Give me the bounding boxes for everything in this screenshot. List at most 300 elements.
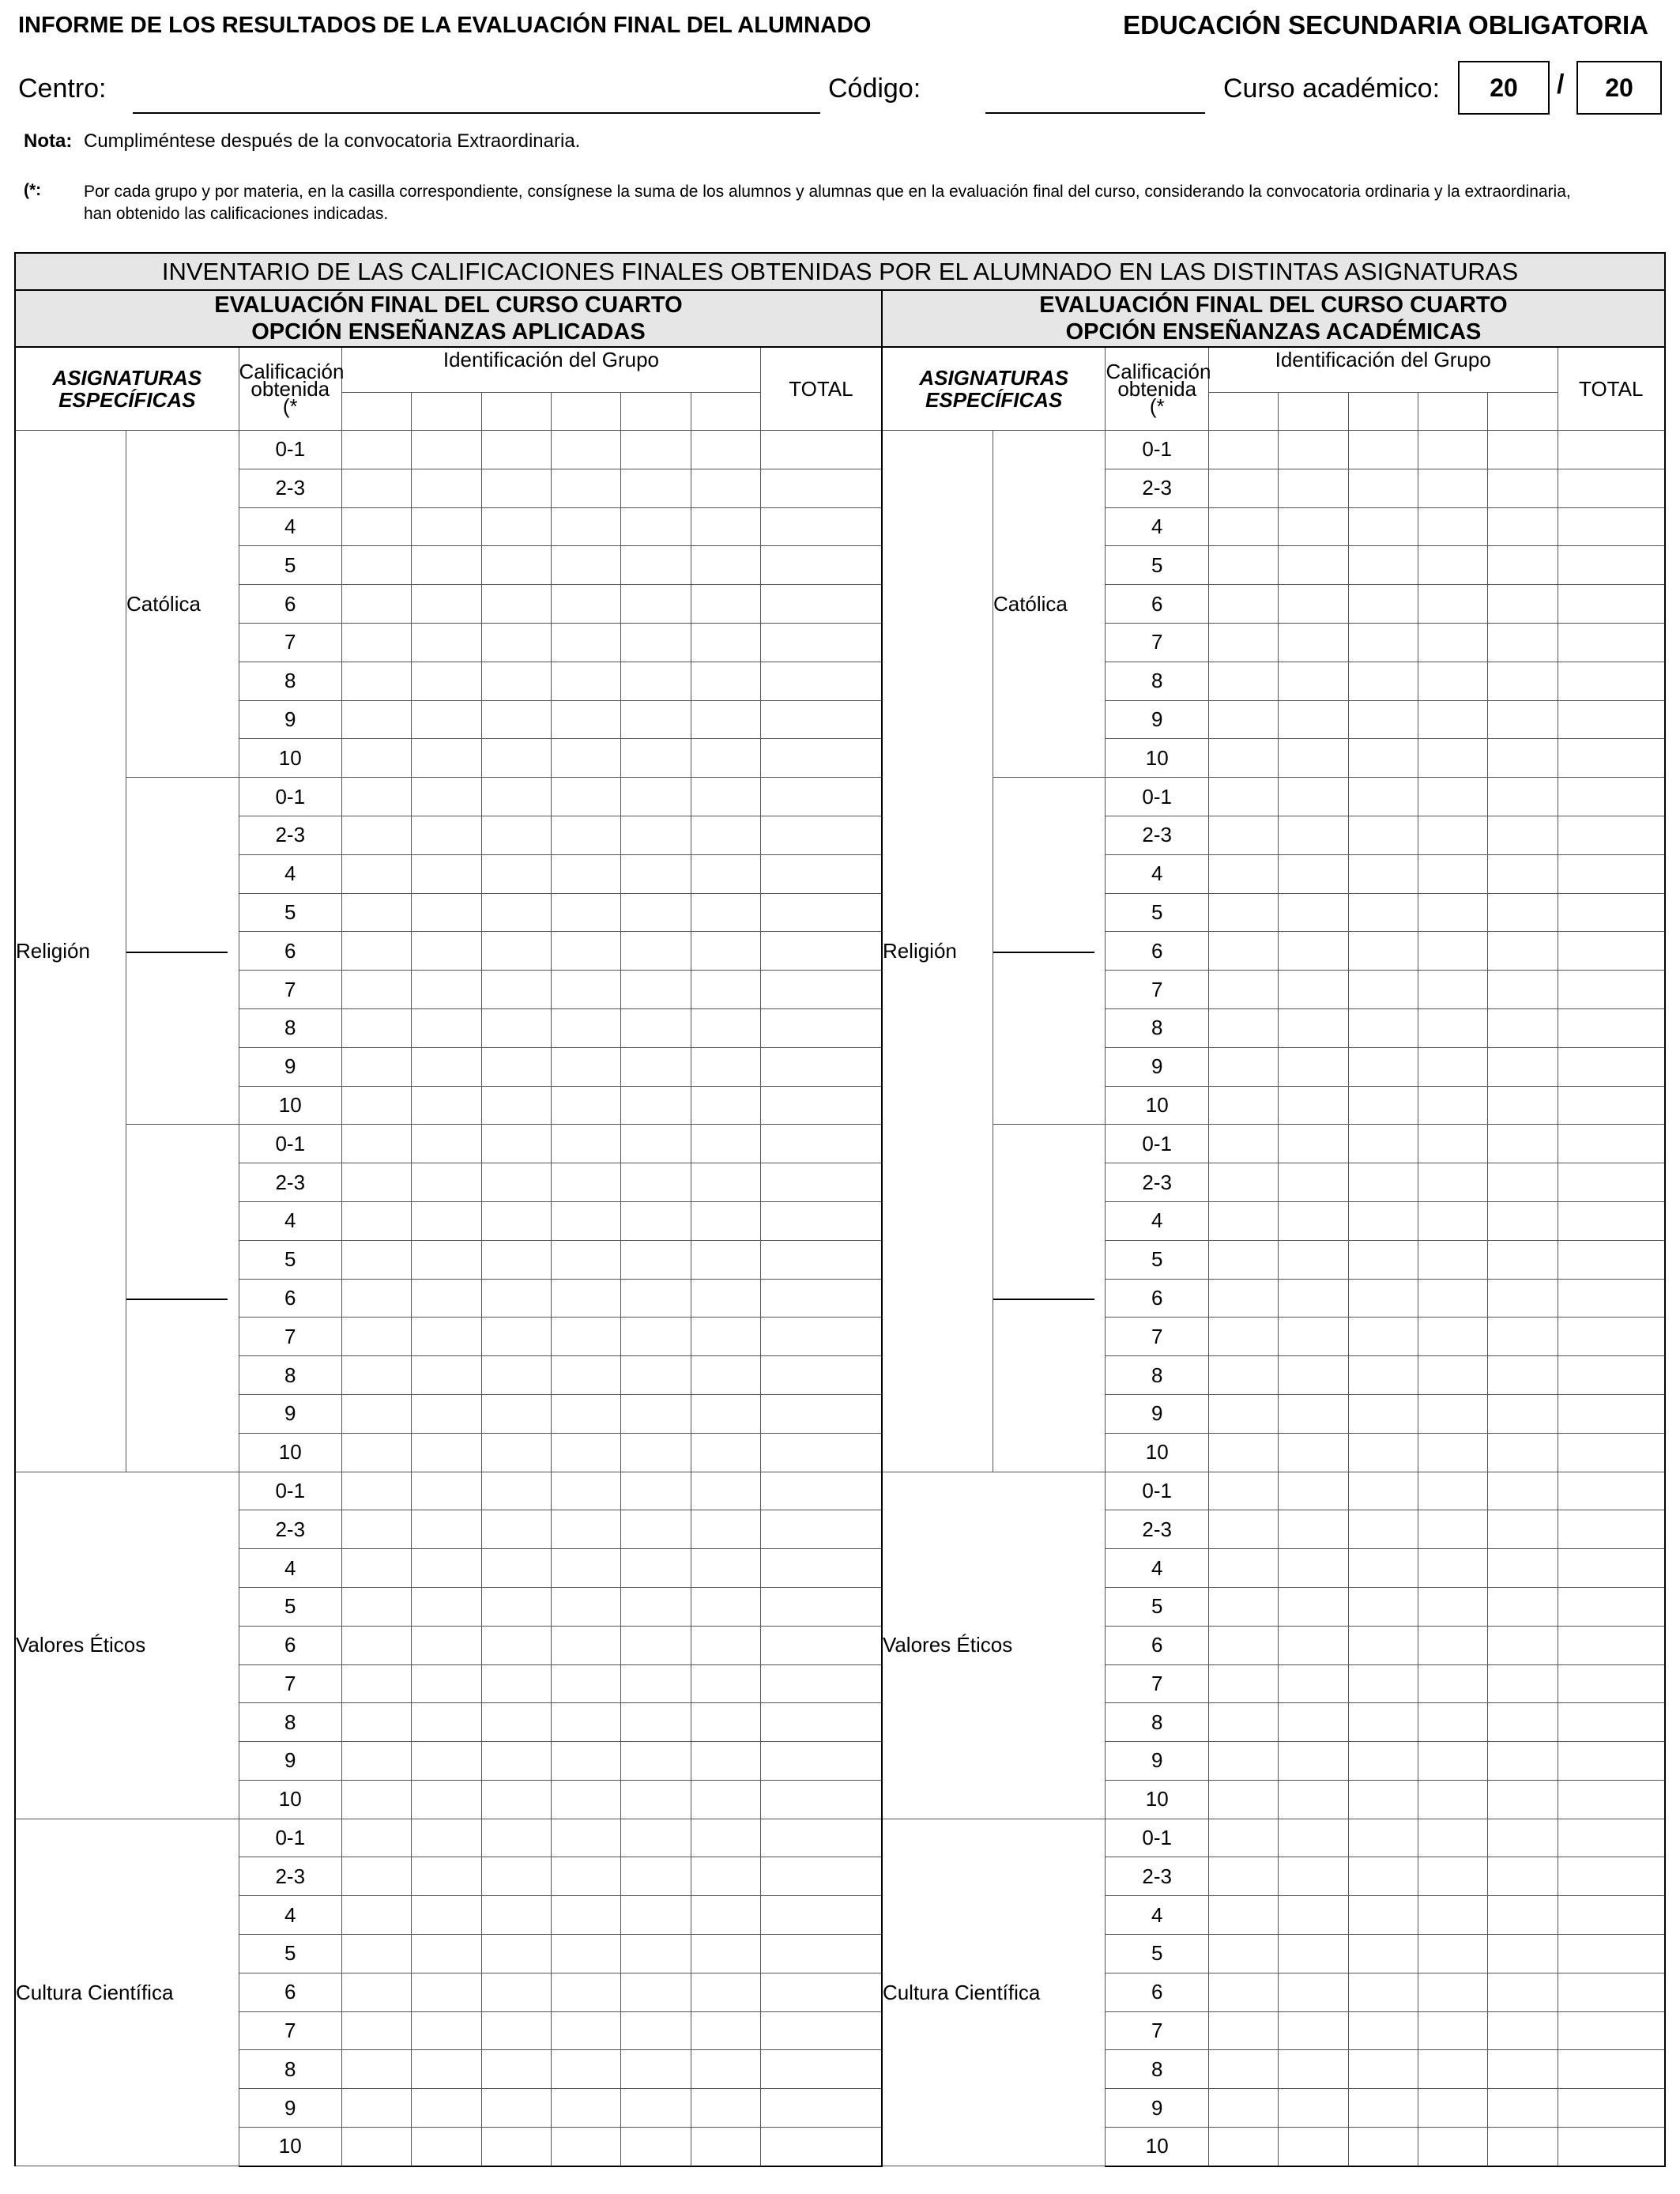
group-count-cell[interactable] <box>1488 2128 1558 2166</box>
group-count-cell[interactable] <box>481 1664 551 1703</box>
group-count-cell[interactable] <box>342 1472 412 1510</box>
group-count-cell[interactable] <box>621 2050 691 2089</box>
group-count-cell[interactable] <box>1418 1433 1487 1472</box>
group-count-cell[interactable] <box>1279 1279 1348 1318</box>
group-count-cell[interactable] <box>412 1703 481 1742</box>
group-count-cell[interactable] <box>412 1935 481 1973</box>
group-count-cell[interactable] <box>412 1433 481 1472</box>
group-count-cell[interactable] <box>481 1008 551 1047</box>
total-cell[interactable] <box>1558 2089 1665 2128</box>
group-id-cell[interactable] <box>1488 393 1558 431</box>
group-count-cell[interactable] <box>551 932 620 971</box>
group-count-cell[interactable] <box>621 662 691 700</box>
total-cell[interactable] <box>1558 1318 1665 1356</box>
group-count-cell[interactable] <box>342 739 412 778</box>
total-cell[interactable] <box>1558 1125 1665 1163</box>
total-cell[interactable] <box>760 1973 882 2011</box>
group-count-cell[interactable] <box>1348 1664 1418 1703</box>
group-count-cell[interactable] <box>342 662 412 700</box>
group-count-cell[interactable] <box>1279 1163 1348 1202</box>
group-count-cell[interactable] <box>621 623 691 662</box>
group-count-cell[interactable] <box>621 1086 691 1125</box>
total-cell[interactable] <box>1558 662 1665 700</box>
total-cell[interactable] <box>1558 1394 1665 1433</box>
group-count-cell[interactable] <box>1279 1819 1348 1857</box>
option-name-blank[interactable] <box>993 1299 1094 1300</box>
group-count-cell[interactable] <box>481 1433 551 1472</box>
group-count-cell[interactable] <box>621 854 691 893</box>
religion-option-right[interactable] <box>993 778 1106 1125</box>
group-count-cell[interactable] <box>1418 1935 1487 1973</box>
group-count-cell[interactable] <box>1348 431 1418 469</box>
group-count-cell[interactable] <box>1488 469 1558 507</box>
group-count-cell[interactable] <box>1488 507 1558 546</box>
group-count-cell[interactable] <box>1488 1163 1558 1202</box>
option-name-blank[interactable] <box>126 1299 228 1300</box>
group-count-cell[interactable] <box>342 585 412 624</box>
group-count-cell[interactable] <box>481 1201 551 1240</box>
total-cell[interactable] <box>760 1935 882 1973</box>
group-count-cell[interactable] <box>1208 2050 1278 2089</box>
group-count-cell[interactable] <box>1279 1780 1348 1819</box>
total-cell[interactable] <box>1558 431 1665 469</box>
group-id-cell[interactable] <box>412 393 481 431</box>
group-count-cell[interactable] <box>1348 739 1418 778</box>
group-count-cell[interactable] <box>412 700 481 739</box>
group-count-cell[interactable] <box>481 700 551 739</box>
group-count-cell[interactable] <box>1208 507 1278 546</box>
group-count-cell[interactable] <box>1488 1394 1558 1433</box>
group-count-cell[interactable] <box>691 2089 760 2128</box>
group-count-cell[interactable] <box>342 700 412 739</box>
group-count-cell[interactable] <box>412 1472 481 1510</box>
group-count-cell[interactable] <box>621 1549 691 1588</box>
group-count-cell[interactable] <box>1279 1472 1348 1510</box>
group-count-cell[interactable] <box>1208 1664 1278 1703</box>
group-count-cell[interactable] <box>1488 1318 1558 1356</box>
group-count-cell[interactable] <box>551 1742 620 1781</box>
group-count-cell[interactable] <box>481 623 551 662</box>
group-count-cell[interactable] <box>481 1356 551 1395</box>
total-cell[interactable] <box>760 2128 882 2166</box>
group-count-cell[interactable] <box>551 739 620 778</box>
group-count-cell[interactable] <box>1488 662 1558 700</box>
group-count-cell[interactable] <box>1418 1163 1487 1202</box>
group-count-cell[interactable] <box>481 2089 551 2128</box>
group-count-cell[interactable] <box>1279 739 1348 778</box>
group-count-cell[interactable] <box>1279 1240 1348 1279</box>
total-cell[interactable] <box>760 1896 882 1935</box>
group-count-cell[interactable] <box>481 739 551 778</box>
group-count-cell[interactable] <box>481 662 551 700</box>
total-cell[interactable] <box>760 1240 882 1279</box>
total-cell[interactable] <box>760 431 882 469</box>
group-count-cell[interactable] <box>691 932 760 971</box>
group-count-cell[interactable] <box>1348 1510 1418 1549</box>
group-count-cell[interactable] <box>412 1857 481 1896</box>
group-count-cell[interactable] <box>1208 1587 1278 1626</box>
total-cell[interactable] <box>1558 546 1665 585</box>
group-count-cell[interactable] <box>342 1086 412 1125</box>
group-count-cell[interactable] <box>1279 1896 1348 1935</box>
total-cell[interactable] <box>760 1163 882 1202</box>
group-count-cell[interactable] <box>1348 971 1418 1009</box>
group-count-cell[interactable] <box>1208 816 1278 854</box>
total-cell[interactable] <box>760 700 882 739</box>
group-count-cell[interactable] <box>1208 1240 1278 1279</box>
group-count-cell[interactable] <box>1488 585 1558 624</box>
group-count-cell[interactable] <box>412 854 481 893</box>
group-count-cell[interactable] <box>1348 623 1418 662</box>
group-count-cell[interactable] <box>1279 662 1348 700</box>
group-count-cell[interactable] <box>621 585 691 624</box>
total-cell[interactable] <box>1558 1008 1665 1047</box>
group-count-cell[interactable] <box>691 1047 760 1086</box>
group-count-cell[interactable] <box>1208 893 1278 932</box>
group-count-cell[interactable] <box>691 2128 760 2166</box>
group-count-cell[interactable] <box>1279 1549 1348 1588</box>
group-count-cell[interactable] <box>412 1510 481 1549</box>
group-count-cell[interactable] <box>1279 2128 1348 2166</box>
total-cell[interactable] <box>760 1318 882 1356</box>
group-count-cell[interactable] <box>1488 778 1558 816</box>
group-count-cell[interactable] <box>412 1125 481 1163</box>
group-count-cell[interactable] <box>1208 1819 1278 1857</box>
group-count-cell[interactable] <box>621 469 691 507</box>
group-count-cell[interactable] <box>481 1125 551 1163</box>
group-count-cell[interactable] <box>1418 585 1487 624</box>
group-count-cell[interactable] <box>1488 1549 1558 1588</box>
group-count-cell[interactable] <box>1208 1549 1278 1588</box>
group-count-cell[interactable] <box>1208 1472 1278 1510</box>
group-count-cell[interactable] <box>481 507 551 546</box>
group-count-cell[interactable] <box>691 1201 760 1240</box>
group-count-cell[interactable] <box>1279 1703 1348 1742</box>
group-count-cell[interactable] <box>342 1394 412 1433</box>
total-cell[interactable] <box>1558 1163 1665 1202</box>
total-cell[interactable] <box>760 623 882 662</box>
group-count-cell[interactable] <box>1348 1318 1418 1356</box>
group-count-cell[interactable] <box>1208 1780 1278 1819</box>
group-count-cell[interactable] <box>551 585 620 624</box>
group-count-cell[interactable] <box>621 1896 691 1935</box>
group-count-cell[interactable] <box>1208 1433 1278 1472</box>
total-cell[interactable] <box>760 469 882 507</box>
group-count-cell[interactable] <box>1418 1008 1487 1047</box>
group-count-cell[interactable] <box>551 623 620 662</box>
group-count-cell[interactable] <box>412 1008 481 1047</box>
group-count-cell[interactable] <box>1208 469 1278 507</box>
group-count-cell[interactable] <box>551 1125 620 1163</box>
group-count-cell[interactable] <box>1348 1742 1418 1781</box>
group-count-cell[interactable] <box>481 1819 551 1857</box>
group-count-cell[interactable] <box>621 893 691 932</box>
group-count-cell[interactable] <box>691 585 760 624</box>
group-count-cell[interactable] <box>412 2050 481 2089</box>
total-cell[interactable] <box>760 1086 882 1125</box>
group-count-cell[interactable] <box>1279 469 1348 507</box>
total-cell[interactable] <box>760 1742 882 1781</box>
group-count-cell[interactable] <box>342 1626 412 1664</box>
group-count-cell[interactable] <box>621 1664 691 1703</box>
group-count-cell[interactable] <box>412 1394 481 1433</box>
total-cell[interactable] <box>1558 1973 1665 2011</box>
group-count-cell[interactable] <box>1348 1240 1418 1279</box>
group-count-cell[interactable] <box>342 507 412 546</box>
group-count-cell[interactable] <box>481 1549 551 1588</box>
group-count-cell[interactable] <box>342 1240 412 1279</box>
group-count-cell[interactable] <box>1488 1587 1558 1626</box>
group-count-cell[interactable] <box>412 1780 481 1819</box>
group-count-cell[interactable] <box>1348 700 1418 739</box>
total-cell[interactable] <box>760 971 882 1009</box>
group-count-cell[interactable] <box>1348 932 1418 971</box>
group-count-cell[interactable] <box>1348 469 1418 507</box>
group-count-cell[interactable] <box>412 2128 481 2166</box>
group-count-cell[interactable] <box>1418 1819 1487 1857</box>
group-id-cell[interactable] <box>1348 393 1418 431</box>
group-count-cell[interactable] <box>1348 1587 1418 1626</box>
group-count-cell[interactable] <box>342 1857 412 1896</box>
group-count-cell[interactable] <box>551 1433 620 1472</box>
group-count-cell[interactable] <box>481 546 551 585</box>
religion-option-left[interactable] <box>126 1125 239 1472</box>
group-count-cell[interactable] <box>621 1201 691 1240</box>
total-cell[interactable] <box>1558 893 1665 932</box>
group-count-cell[interactable] <box>481 2128 551 2166</box>
group-count-cell[interactable] <box>412 2011 481 2050</box>
group-count-cell[interactable] <box>551 1626 620 1664</box>
group-count-cell[interactable] <box>1418 546 1487 585</box>
group-count-cell[interactable] <box>1348 1703 1418 1742</box>
group-count-cell[interactable] <box>412 971 481 1009</box>
group-count-cell[interactable] <box>691 1587 760 1626</box>
group-count-cell[interactable] <box>621 1587 691 1626</box>
group-count-cell[interactable] <box>342 2089 412 2128</box>
group-count-cell[interactable] <box>551 1318 620 1356</box>
group-count-cell[interactable] <box>551 1510 620 1549</box>
group-count-cell[interactable] <box>342 893 412 932</box>
group-count-cell[interactable] <box>342 1703 412 1742</box>
group-count-cell[interactable] <box>1348 854 1418 893</box>
group-count-cell[interactable] <box>342 1510 412 1549</box>
group-count-cell[interactable] <box>412 932 481 971</box>
group-count-cell[interactable] <box>551 1279 620 1318</box>
group-count-cell[interactable] <box>1418 1587 1487 1626</box>
group-count-cell[interactable] <box>1348 2011 1418 2050</box>
group-count-cell[interactable] <box>621 2089 691 2128</box>
group-count-cell[interactable] <box>691 1780 760 1819</box>
group-count-cell[interactable] <box>691 507 760 546</box>
group-count-cell[interactable] <box>1418 469 1487 507</box>
total-cell[interactable] <box>1558 816 1665 854</box>
group-count-cell[interactable] <box>551 1201 620 1240</box>
group-count-cell[interactable] <box>1418 1356 1487 1395</box>
group-count-cell[interactable] <box>481 1240 551 1279</box>
group-count-cell[interactable] <box>342 1549 412 1588</box>
group-count-cell[interactable] <box>1488 1896 1558 1935</box>
group-count-cell[interactable] <box>551 1086 620 1125</box>
group-count-cell[interactable] <box>1418 1896 1487 1935</box>
group-count-cell[interactable] <box>691 1472 760 1510</box>
group-count-cell[interactable] <box>481 1047 551 1086</box>
group-count-cell[interactable] <box>342 1008 412 1047</box>
group-count-cell[interactable] <box>1418 816 1487 854</box>
group-count-cell[interactable] <box>481 1394 551 1433</box>
religion-option-right[interactable] <box>993 1125 1106 1472</box>
group-count-cell[interactable] <box>1488 739 1558 778</box>
group-count-cell[interactable] <box>691 431 760 469</box>
group-count-cell[interactable] <box>1279 1356 1348 1395</box>
total-cell[interactable] <box>760 507 882 546</box>
group-count-cell[interactable] <box>551 431 620 469</box>
group-count-cell[interactable] <box>412 1587 481 1626</box>
group-count-cell[interactable] <box>1418 854 1487 893</box>
group-count-cell[interactable] <box>412 1163 481 1202</box>
total-cell[interactable] <box>1558 1703 1665 1742</box>
total-cell[interactable] <box>760 662 882 700</box>
group-count-cell[interactable] <box>481 932 551 971</box>
group-count-cell[interactable] <box>691 893 760 932</box>
year-start-box[interactable]: 20 <box>1458 61 1550 115</box>
group-count-cell[interactable] <box>1208 700 1278 739</box>
group-count-cell[interactable] <box>412 1047 481 1086</box>
group-count-cell[interactable] <box>1418 1549 1487 1588</box>
option-name-blank[interactable] <box>993 952 1094 953</box>
group-count-cell[interactable] <box>621 1742 691 1781</box>
group-count-cell[interactable] <box>342 1896 412 1935</box>
group-count-cell[interactable] <box>342 1780 412 1819</box>
group-count-cell[interactable] <box>691 1008 760 1047</box>
group-count-cell[interactable] <box>1208 1857 1278 1896</box>
group-count-cell[interactable] <box>551 1394 620 1433</box>
group-count-cell[interactable] <box>1208 1973 1278 2011</box>
group-count-cell[interactable] <box>1488 431 1558 469</box>
total-cell[interactable] <box>1558 1780 1665 1819</box>
total-cell[interactable] <box>760 1587 882 1626</box>
group-count-cell[interactable] <box>551 893 620 932</box>
group-count-cell[interactable] <box>342 546 412 585</box>
group-count-cell[interactable] <box>621 1318 691 1356</box>
group-count-cell[interactable] <box>1418 1472 1487 1510</box>
group-count-cell[interactable] <box>481 1279 551 1318</box>
group-count-cell[interactable] <box>342 2050 412 2089</box>
group-count-cell[interactable] <box>1279 546 1348 585</box>
group-count-cell[interactable] <box>1418 2050 1487 2089</box>
group-count-cell[interactable] <box>691 1935 760 1973</box>
total-cell[interactable] <box>1558 1201 1665 1240</box>
group-count-cell[interactable] <box>412 662 481 700</box>
group-count-cell[interactable] <box>1208 1510 1278 1549</box>
group-count-cell[interactable] <box>1208 1047 1278 1086</box>
group-count-cell[interactable] <box>1348 507 1418 546</box>
total-cell[interactable] <box>760 1819 882 1857</box>
group-count-cell[interactable] <box>1208 2011 1278 2050</box>
group-count-cell[interactable] <box>1418 1973 1487 2011</box>
group-count-cell[interactable] <box>1279 1318 1348 1356</box>
centro-field[interactable] <box>133 112 820 114</box>
total-cell[interactable] <box>760 739 882 778</box>
group-count-cell[interactable] <box>1208 1896 1278 1935</box>
group-count-cell[interactable] <box>481 469 551 507</box>
group-count-cell[interactable] <box>1348 1819 1418 1857</box>
total-cell[interactable] <box>1558 700 1665 739</box>
group-count-cell[interactable] <box>412 585 481 624</box>
group-count-cell[interactable] <box>1279 2089 1348 2128</box>
group-count-cell[interactable] <box>1208 778 1278 816</box>
group-count-cell[interactable] <box>1208 2089 1278 2128</box>
total-cell[interactable] <box>1558 778 1665 816</box>
group-count-cell[interactable] <box>551 700 620 739</box>
group-count-cell[interactable] <box>1208 546 1278 585</box>
group-count-cell[interactable] <box>1279 507 1348 546</box>
group-count-cell[interactable] <box>1208 623 1278 662</box>
group-count-cell[interactable] <box>1208 1626 1278 1664</box>
group-count-cell[interactable] <box>1348 1549 1418 1588</box>
group-count-cell[interactable] <box>1348 816 1418 854</box>
group-id-cell[interactable] <box>481 393 551 431</box>
group-count-cell[interactable] <box>1279 1587 1348 1626</box>
group-count-cell[interactable] <box>691 1394 760 1433</box>
total-cell[interactable] <box>1558 1086 1665 1125</box>
group-id-cell[interactable] <box>1279 393 1348 431</box>
group-count-cell[interactable] <box>1488 893 1558 932</box>
group-count-cell[interactable] <box>1279 1935 1348 1973</box>
total-cell[interactable] <box>1558 1626 1665 1664</box>
group-count-cell[interactable] <box>412 623 481 662</box>
group-count-cell[interactable] <box>1418 778 1487 816</box>
group-count-cell[interactable] <box>551 1587 620 1626</box>
group-count-cell[interactable] <box>551 1973 620 2011</box>
group-count-cell[interactable] <box>691 1318 760 1356</box>
group-count-cell[interactable] <box>1208 1703 1278 1742</box>
group-count-cell[interactable] <box>1488 1935 1558 1973</box>
group-count-cell[interactable] <box>412 739 481 778</box>
group-count-cell[interactable] <box>691 971 760 1009</box>
group-count-cell[interactable] <box>691 1163 760 1202</box>
group-count-cell[interactable] <box>481 1973 551 2011</box>
total-cell[interactable] <box>1558 1433 1665 1472</box>
total-cell[interactable] <box>1558 1742 1665 1781</box>
group-count-cell[interactable] <box>621 1510 691 1549</box>
group-count-cell[interactable] <box>1279 1086 1348 1125</box>
group-count-cell[interactable] <box>691 1510 760 1549</box>
group-count-cell[interactable] <box>1208 1125 1278 1163</box>
group-count-cell[interactable] <box>551 1240 620 1279</box>
group-count-cell[interactable] <box>1208 1086 1278 1125</box>
group-count-cell[interactable] <box>481 1163 551 1202</box>
total-cell[interactable] <box>1558 1857 1665 1896</box>
total-cell[interactable] <box>1558 1240 1665 1279</box>
group-count-cell[interactable] <box>1279 854 1348 893</box>
group-count-cell[interactable] <box>481 816 551 854</box>
group-count-cell[interactable] <box>342 1587 412 1626</box>
group-count-cell[interactable] <box>691 816 760 854</box>
group-count-cell[interactable] <box>621 1433 691 1472</box>
group-count-cell[interactable] <box>1418 1626 1487 1664</box>
group-count-cell[interactable] <box>412 1356 481 1395</box>
group-count-cell[interactable] <box>691 1240 760 1279</box>
group-count-cell[interactable] <box>1348 585 1418 624</box>
group-count-cell[interactable] <box>621 1935 691 1973</box>
group-count-cell[interactable] <box>1279 1510 1348 1549</box>
group-count-cell[interactable] <box>1279 816 1348 854</box>
group-count-cell[interactable] <box>412 431 481 469</box>
group-count-cell[interactable] <box>1488 1973 1558 2011</box>
group-count-cell[interactable] <box>551 778 620 816</box>
group-count-cell[interactable] <box>1418 1857 1487 1896</box>
group-count-cell[interactable] <box>1488 971 1558 1009</box>
